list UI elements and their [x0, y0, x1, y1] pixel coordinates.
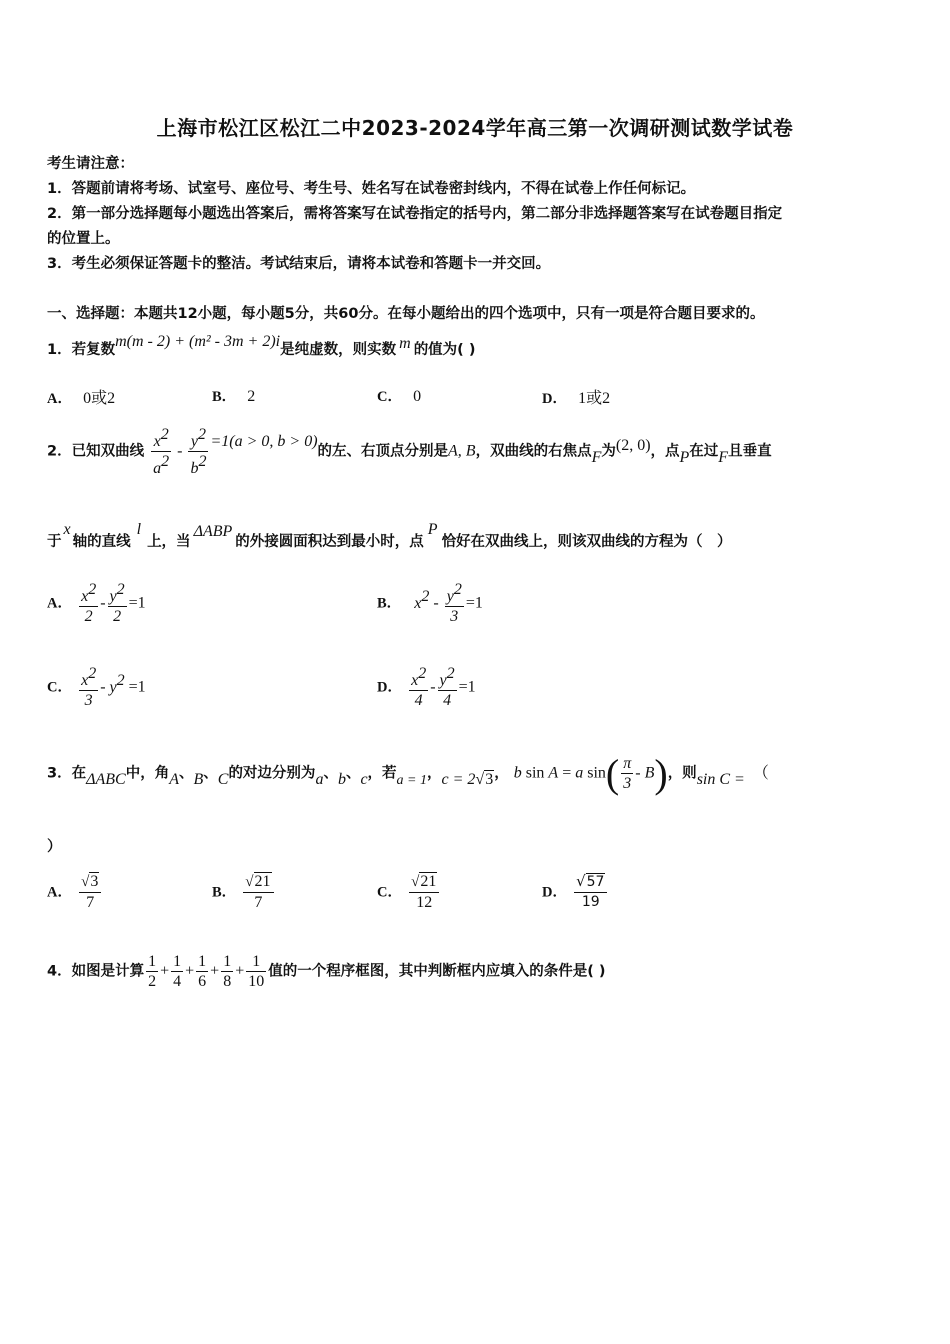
q1-mid: 是纯虚数，则实数 — [280, 342, 397, 358]
notice-item: 的位置上。 — [47, 231, 120, 247]
notice-item: 1．答题前请将考场、试室号、座位号、考生号、姓名写在试卷密封线内，不得在试卷上作任何标记。 — [47, 181, 696, 197]
notice-heading: 考生请注意： — [47, 156, 134, 172]
question-2: 2．已知双曲线 $\frac{x^2}{a^2}$ - $\frac{y^2}{b^2}$ =1(a > 0, b > 0)的左、右顶点分别是A, B，双曲线的右焦点F为(2, 0)，点P在过F且垂直 — [47, 426, 772, 477]
question-1 — [47, 333, 476, 359]
q3-option-d[interactable]: D． $\frac{√57}{19}$ — [542, 872, 609, 912]
q2-number: 2．已知双曲线 — [47, 443, 145, 460]
q1-end: 的值为( ) — [413, 342, 476, 358]
q2-option-d[interactable]: D． $\frac{x^2}{4}$ - $\frac{y^2}{4}$ =1 — [377, 665, 476, 709]
q1-option-c[interactable]: C． 0 — [377, 388, 422, 405]
q3-option-c[interactable]: C． $\frac{√21}{12}$ — [377, 872, 441, 912]
q1-option-a[interactable]: A． 0或2 — [47, 390, 116, 407]
question-2-line2: 于x轴的直线l上，当ΔABP的外接圆面积达到最小时，点P恰好在双曲线上，则该双曲线的方程为（ ） — [47, 521, 732, 550]
q1-option-d[interactable]: D． 1或2 — [542, 390, 611, 407]
q2-option-a[interactable]: A． $\frac{x^2}{2}$ - $\frac{y^2}{2}$ =1 — [47, 581, 146, 625]
q2-frac-y: $\frac{y^2}{b^2}$ — [190, 426, 207, 477]
q1-var: m — [399, 335, 411, 352]
q2-focus: (2, 0) — [615, 436, 651, 454]
notice-item: 3．考生必须保证答题卡的整洁。考试结束后，请将本试卷和答题卡一并交回。 — [47, 256, 551, 272]
q1-expression: m(m - 2) + (m² - 3m + 2)i — [115, 333, 281, 350]
q1-number: 1．若复数 — [47, 342, 116, 358]
q2-option-b[interactable]: B． $x^2$ - $\frac{y^2}{3}$ =1 — [377, 581, 483, 625]
notice-item: 2．第一部分选择题每小题选出答案后，需将答案写在试卷指定的括号内，第二部分非选择题答案写在试卷题目指定 — [47, 206, 783, 222]
question-3: 3．在ΔABC中，角A、B、C的对边分别为a、b、c，若a = 1，c = 2√3， b sin A = a sin( $\frac{\pi}{3}$ - B)，则sin C = （ — [47, 751, 769, 796]
page-title: 上海市松江区松江二中2023-2024学年高三第一次调研测试数学试卷 — [156, 116, 794, 140]
q3-option-b[interactable]: B． $\frac{√21}{7}$ — [212, 872, 276, 912]
q1-option-b[interactable]: B． 2 — [212, 388, 256, 405]
q2-triangle: ΔABP — [193, 523, 233, 540]
q2-frac-x: $\frac{x^2}{a^2}$ — [153, 426, 170, 477]
section-heading: 一、选择题：本题共12小题，每小题5分，共60分。在每小题给出的四个选项中，只有一项是符合题目要求的。 — [47, 306, 765, 322]
q3-option-a[interactable]: A． $\frac{√3}{7}$ — [47, 872, 103, 912]
question-4: 4．如图是计算 $\frac{1}{2}$ + $\frac{1}{4}$ + $\frac{1}{6}$ + $\frac{1}{8}$ + $\frac{1}{10}$ 值的一个程序框图，其中判断框内应填入的条件是( ) — [47, 953, 606, 990]
q2-option-c[interactable]: C． $\frac{x^2}{3}$ - $y^2 =1$ — [47, 665, 146, 709]
q3-close-paren: ） — [47, 839, 62, 855]
q2-condition: =1(a > 0, b > 0) — [210, 432, 318, 450]
